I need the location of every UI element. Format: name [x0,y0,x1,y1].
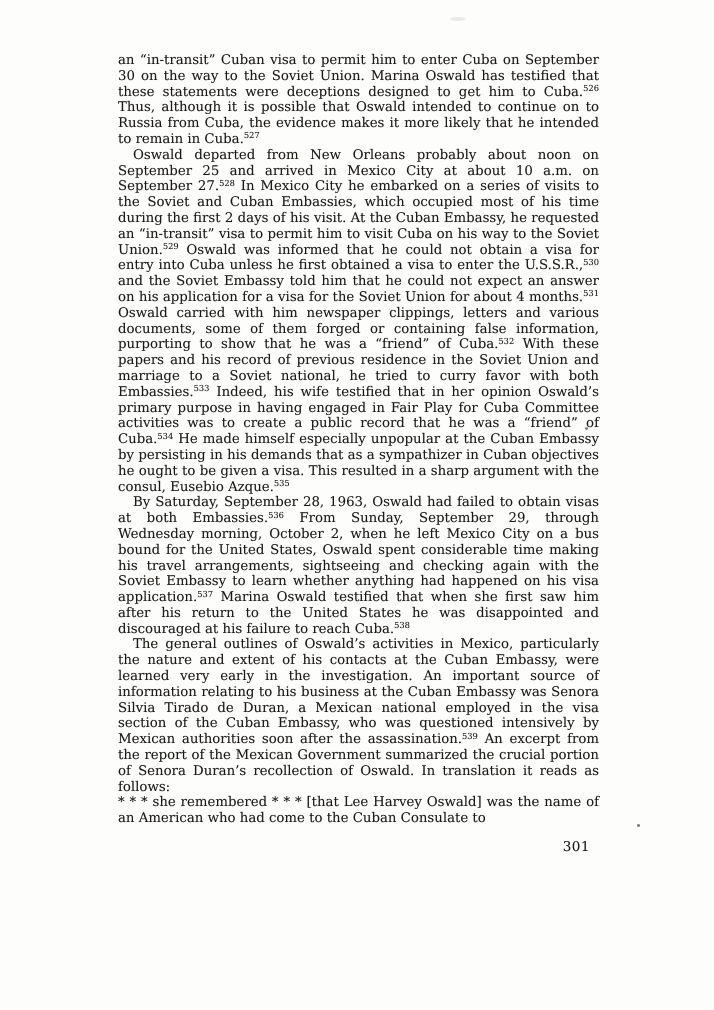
scan-smudge [450,17,466,21]
footnote-marker: 535 [273,478,290,489]
paragraph: By Saturday, September 28, 1963, Oswald had failed to obtain visas at both Embassies.$^{536}$ From Sunday, September 29, through Wednesday morning, October 2, when he left Mexico City on a bus bound for the United States, Oswald spent considerable time making his travel arrangements, sightseeing and checking again with the Soviet Embassy to learn whether anything had happened on his visa application.$^{537}$ Marina Oswald testified that when she first saw him after his return to the United States he was disappointed and discouraged at his failure to reach Cuba.$^{538}$ [118,495,599,637]
footnote-marker: 526 [583,83,599,94]
footnote-marker: 534 [157,430,174,441]
footnote-marker: 533 [193,383,210,394]
footnote-marker: 539 [462,730,478,741]
block-quote: * * * she remembered * * * [that Lee Harvey Oswald] was the name of an American who had come to the Cuban Consulate to [118,795,599,827]
paragraph: The general outlines of Oswald’s activities in Mexico, particularly the nature and extent of his contacts at the Cuban Embassy, were learned very early in the investigation. An important source of information relating to his business at the Cuban Embassy was Senora Silvia Tirado de Duran, a Mexican national employed in the visa section of the Cuban Embassy, who was questioned intensively by Mexican authorities soon after the assassination.$^{539}$ An excerpt from the report of the Mexican Government summarized the crucial portion of Senora Duran’s recollection of Oswald. In translation it reads as follows: [118,637,599,795]
paragraph: an “in-transit” Cuban visa to permit him to enter Cuba on September 30 on the way to the Soviet Union. Marina Oswald has testified that these statements were deceptions designed to get him to Cuba.$^{526}$ Thus, although it is possible that Oswald intended to continue on to Russia from Cuba, the evidence makes it more likely that he intended to remain in Cuba.$^{527}$ [118,53,599,147]
paragraph: Oswald departed from New Orleans probably about noon on September 25 and arrived in Mexico City at about 10 a.m. on September 27.$^{528}$ In Mexico City he embarked on a series of visits to the Soviet and Cuban Embassies, which occupied most of his time during the first 2 days of his visit. At the Cuban Embassy, he requested an “in-transit” visa to permit him to visit Cuba on his way to the Soviet Union.$^{529}$ Oswald was informed that he could not obtain a visa for entry into Cuba unless he first obtained a visa to enter the U.S.S.R.,$^{530}$ and the Soviet Embassy told him that he could not expect an answer on his application for a visa for the Soviet Union for about 4 months.$^{531}$ Oswald carried with him newspaper clippings, letters and various documents, some of them forged or containing false information, purporting to show that he was a “friend” of Cuba.$^{532}$ With these papers and his record of previous residence in the Soviet Union and marriage to a Soviet national, he tried to curry favor with both Embassies.$^{533}$ Indeed, his wife testified that in her opinion Oswald’s primary purpose in having engaged in Fair Play for Cuba Committee activities was to create a public record that he was a “friend” of Cuba.$^{534}$ He made himself especially unpopular at the Cuban Embassy by persisting in his demands that as a sympathizer in Cuban objectives he ought to be given a visa. This resulted in a sharp argument with the consul, Eusebio Azque.$^{535}$ [118,147,600,495]
footnote-marker: 538 [394,620,410,631]
footnote-marker: 528 [219,177,235,188]
footnote-marker: 536 [268,509,284,520]
text-block [118,53,599,856]
footnote-marker: 527 [243,130,260,141]
footnote-marker: 537 [197,588,214,599]
footnote-marker: 530 [583,256,599,267]
page-number: 301 [562,839,590,856]
footnote-marker: 531 [583,288,599,299]
scan-speck [637,824,640,827]
footnote-marker: 529 [162,241,179,252]
footnote-marker: 532 [498,335,515,346]
